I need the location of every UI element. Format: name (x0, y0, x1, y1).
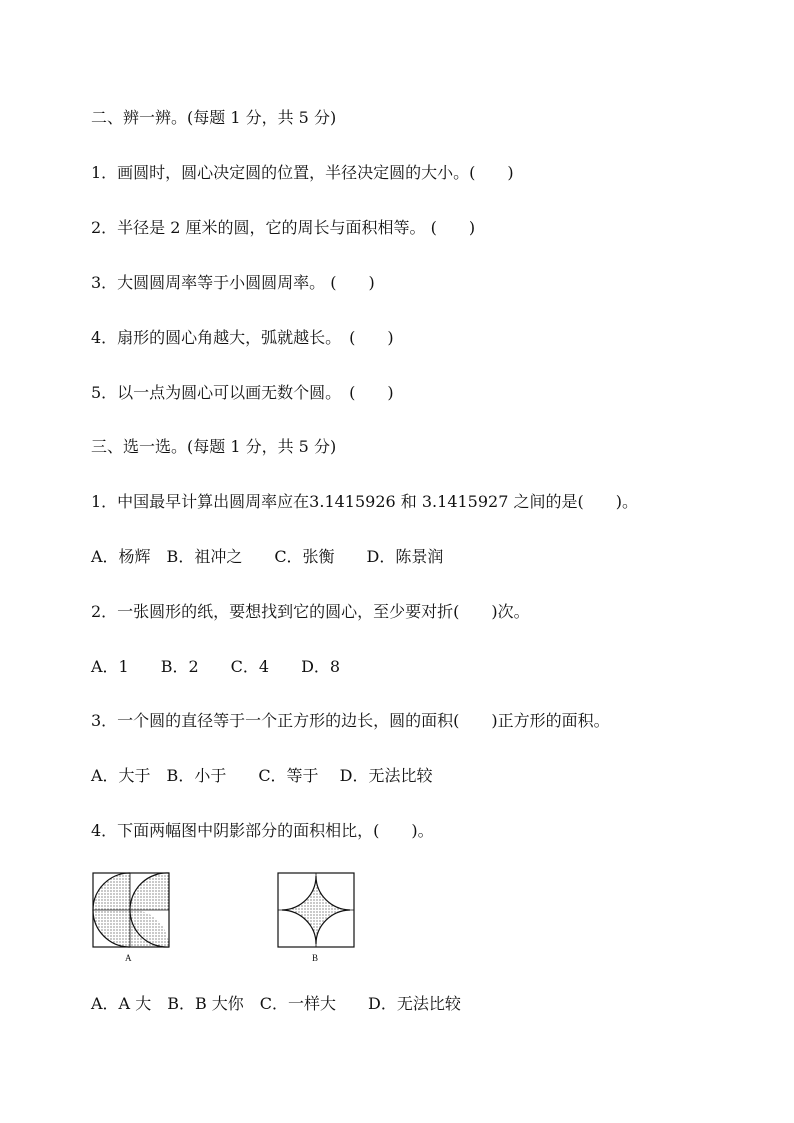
choice-q2-options: A．1 B．2 C．4 D．8 (91, 657, 341, 676)
figure-a (92, 872, 170, 948)
judge-item-4: 4．扇形的圆心角越大，弧就越长。 ( ) (91, 328, 394, 347)
judge-item-3: 3．大圆圆周率等于小圆圆周率。 ( ) (91, 273, 375, 292)
figure-b-label: B (312, 953, 319, 963)
section3-heading: 三、选一选。(每题 1 分，共 5 分) (91, 437, 337, 456)
choice-q3-stem: 3．一个圆的直径等于一个正方形的边长，圆的面积( )正方形的面积。 (91, 711, 610, 730)
choice-q4-stem: 4．下面两幅图中阴影部分的面积相比，( )。 (91, 821, 434, 840)
choice-q1-options: A．杨辉 B．祖冲之 C．张衡 D．陈景润 (91, 547, 444, 566)
section2-heading: 二、辨一辨。(每题 1 分，共 5 分) (91, 108, 337, 127)
judge-item-5: 5．以一点为圆心可以画无数个圆。 ( ) (91, 383, 394, 402)
choice-q2-stem: 2．一张圆形的纸，要想找到它的圆心，至少要对折( )次。 (91, 602, 530, 621)
judge-item-1: 1．画圆时，圆心决定圆的位置，半径决定圆的大小。( ) (91, 163, 514, 182)
figure-b (277, 872, 355, 948)
choice-q4-options: A．A 大 B．B 大你 C．一样大 D．无法比较 (91, 994, 461, 1013)
figure-a-label: A (125, 953, 132, 963)
judge-item-2: 2．半径是 2 厘米的圆，它的周长与面积相等。 ( ) (91, 218, 476, 237)
choice-q3-options: A．大于 B．小于 C．等于 D．无法比较 (91, 766, 433, 785)
choice-q1-stem: 1．中国最早计算出圆周率应在3.1415926 和 3.1415927 之间的是( )。 (91, 492, 638, 511)
